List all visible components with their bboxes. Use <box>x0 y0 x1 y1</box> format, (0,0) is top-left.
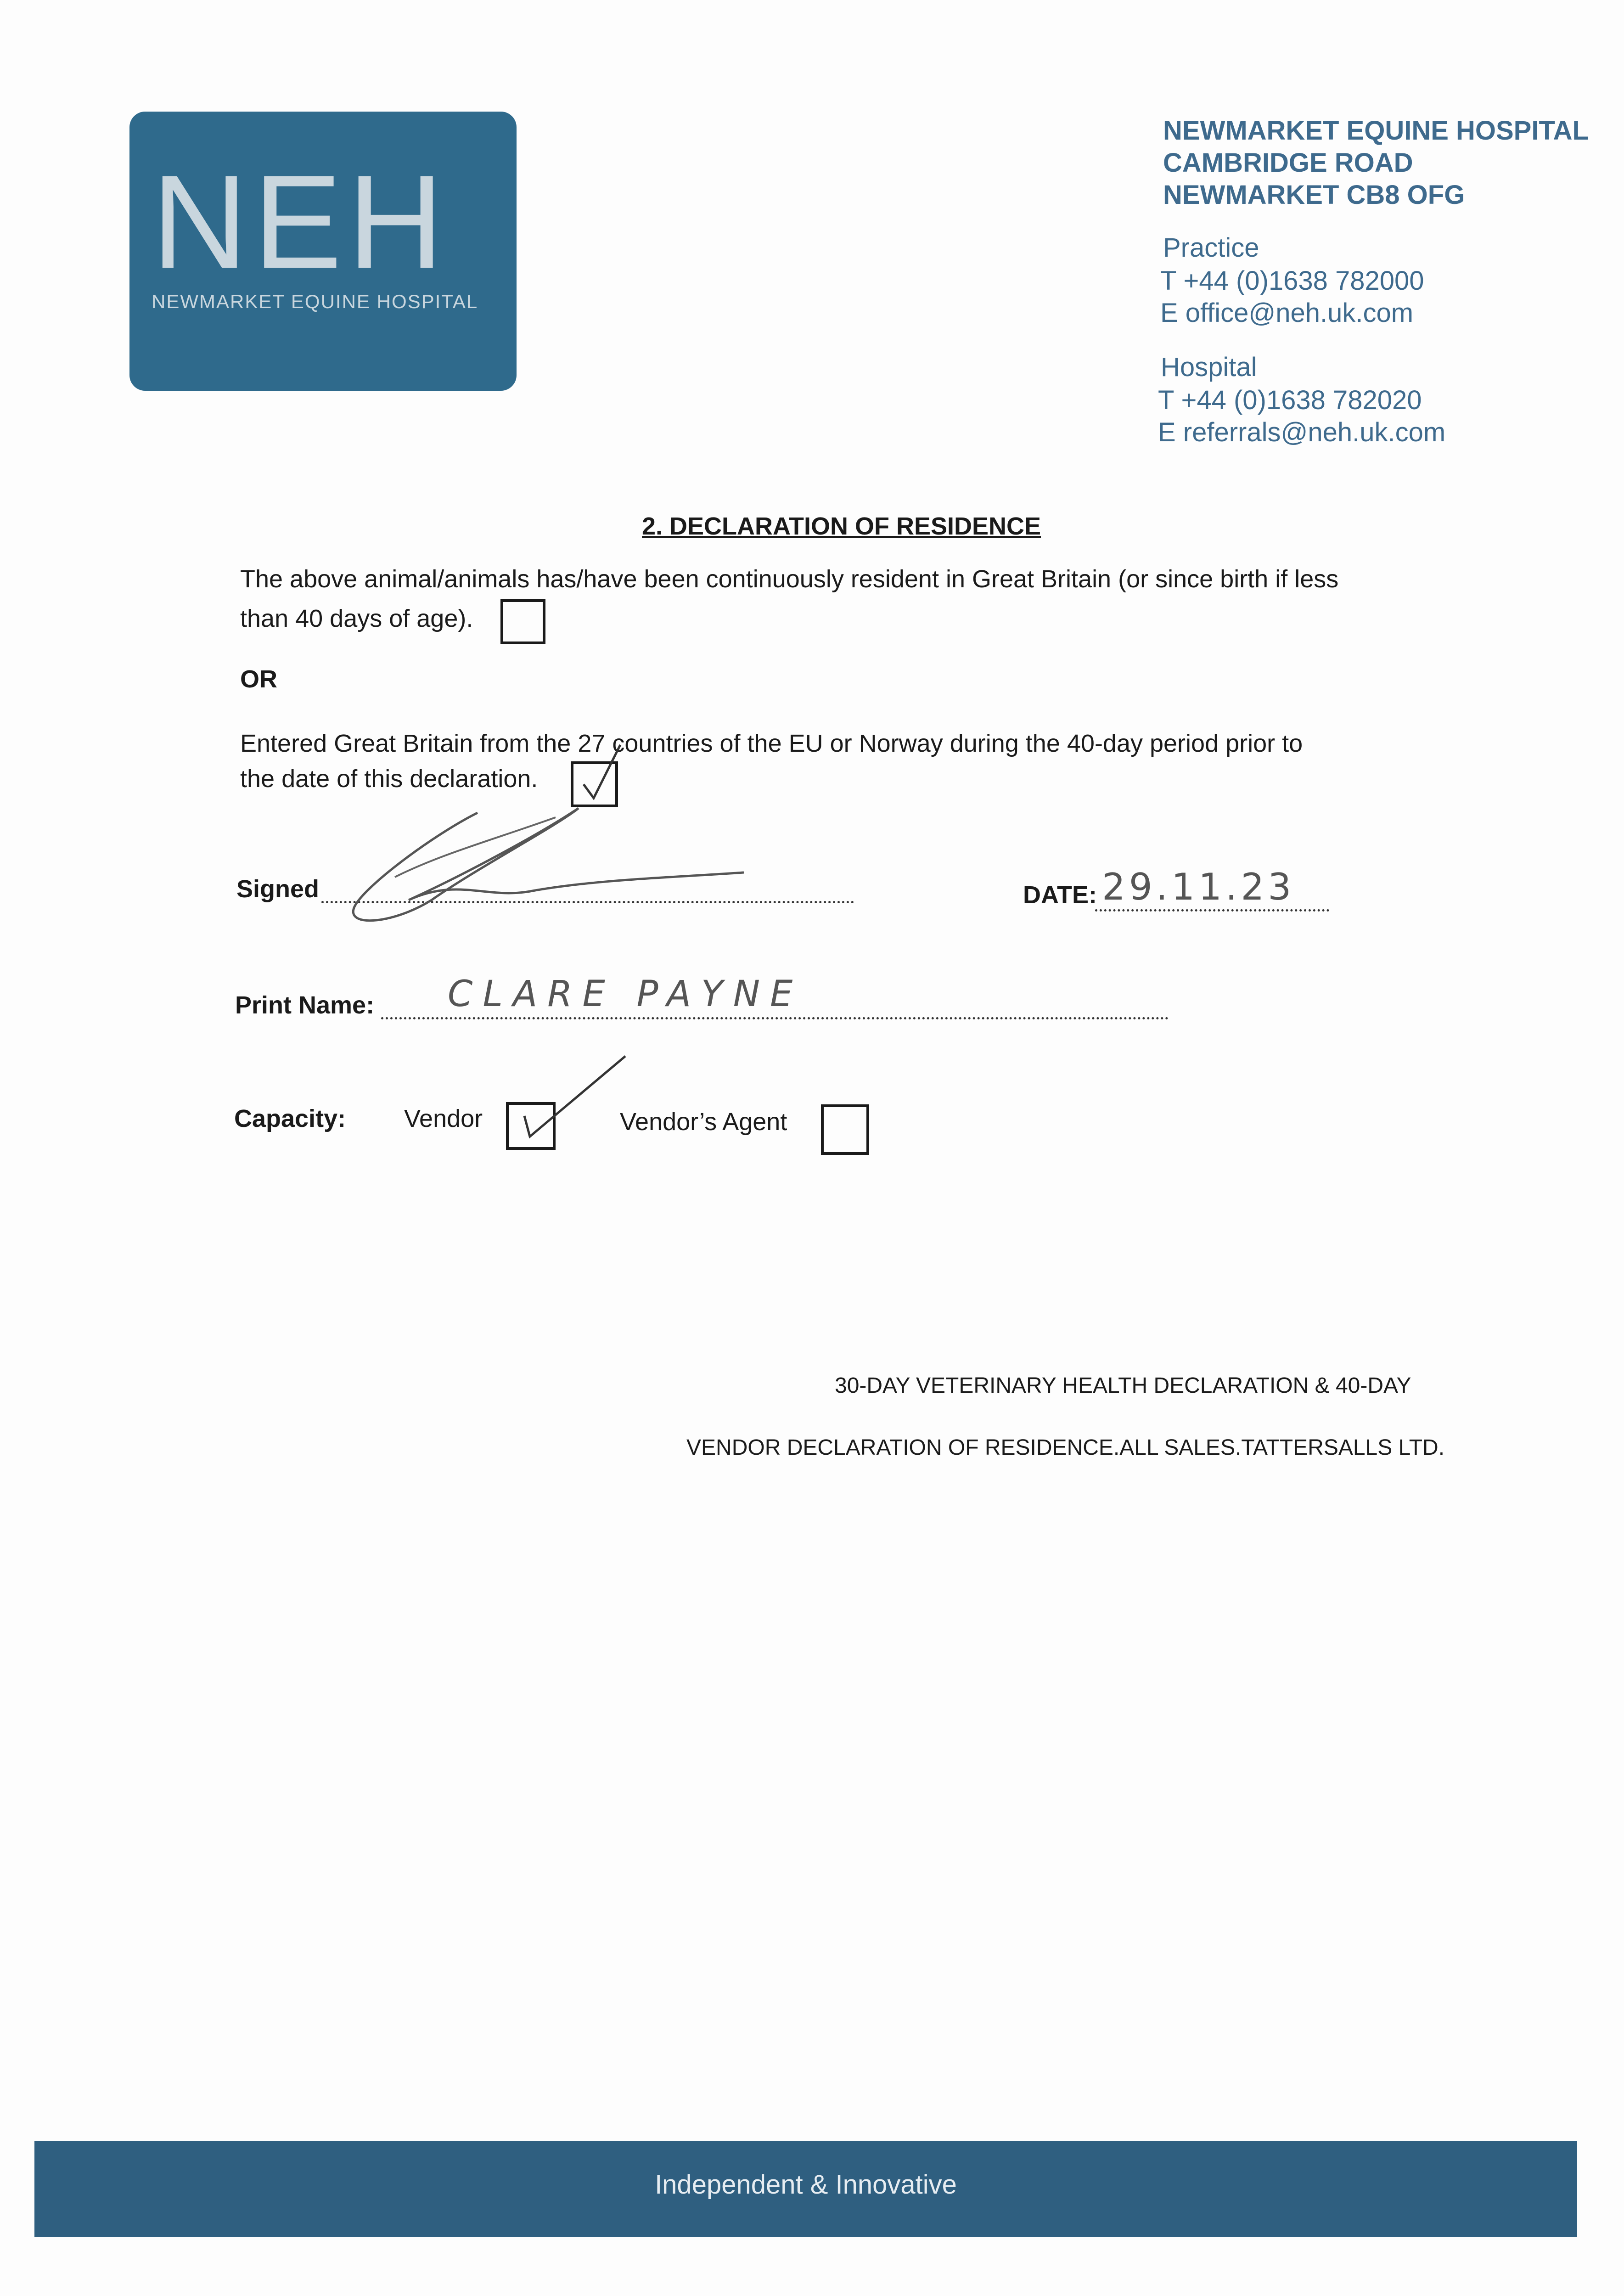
resident-checkbox[interactable] <box>500 599 545 644</box>
hospital-phone: T +44 (0)1638 782020 <box>1158 385 1422 415</box>
signature-scribble <box>340 799 753 928</box>
print-name-label: Print Name: <box>235 991 375 1019</box>
hospital-title: Hospital <box>1161 352 1257 382</box>
vendor-agent-label: Vendor’s Agent <box>620 1108 787 1136</box>
practice-email: E office@neh.uk.com <box>1160 298 1414 328</box>
option2-text-line-2: the date of this declaration. <box>240 765 538 793</box>
print-name-line <box>381 1017 1169 1019</box>
date-line <box>1095 909 1329 912</box>
address-line-3: NEWMARKET CB8 OFG <box>1163 180 1465 210</box>
option2-text-line-1: Entered Great Britain from the 27 countries of the EU or Norway during the 40-day period prior to <box>240 730 1303 757</box>
print-name-value: CLARE PAYNE <box>448 974 803 1015</box>
date-label: DATE: <box>1023 881 1097 909</box>
banner-tagline: Independent & Innovative <box>655 2170 957 2200</box>
entered-gb-check-mark <box>571 739 635 808</box>
option1-text-line-2: than 40 days of age). <box>240 605 473 632</box>
or-label: OR <box>240 665 277 693</box>
signed-label: Signed <box>236 875 320 903</box>
address-line-2: CAMBRIDGE ROAD <box>1163 148 1413 178</box>
hospital-logo <box>129 112 517 391</box>
logo-letters: NEH <box>152 147 450 296</box>
form-reference-line-1: 30-DAY VETERINARY HEALTH DECLARATION & 40-DAY <box>835 1373 1411 1398</box>
vendor-label: Vendor <box>404 1105 483 1132</box>
capacity-label: Capacity: <box>234 1105 346 1132</box>
logo-subtitle: NEWMARKET EQUINE HOSPITAL <box>152 291 478 312</box>
practice-phone: T +44 (0)1638 782000 <box>1160 266 1424 296</box>
vendor-check-mark <box>506 1052 635 1153</box>
date-value: 29.11.23 <box>1102 866 1295 908</box>
hospital-email: E referrals@neh.uk.com <box>1158 417 1446 447</box>
form-reference-line-2: VENDOR DECLARATION OF RESIDENCE.ALL SALES.TATTERSALLS LTD. <box>686 1435 1445 1460</box>
address-line-1: NEWMARKET EQUINE HOSPITAL <box>1163 116 1589 146</box>
declaration-heading: 2. DECLARATION OF RESIDENCE <box>642 512 1041 540</box>
vendor-agent-checkbox[interactable] <box>821 1104 869 1155</box>
footer-banner <box>34 2141 1577 2237</box>
option1-text-line-1: The above animal/animals has/have been continuously resident in Great Britain (or since birth if less <box>240 565 1339 593</box>
practice-title: Practice <box>1163 233 1259 263</box>
